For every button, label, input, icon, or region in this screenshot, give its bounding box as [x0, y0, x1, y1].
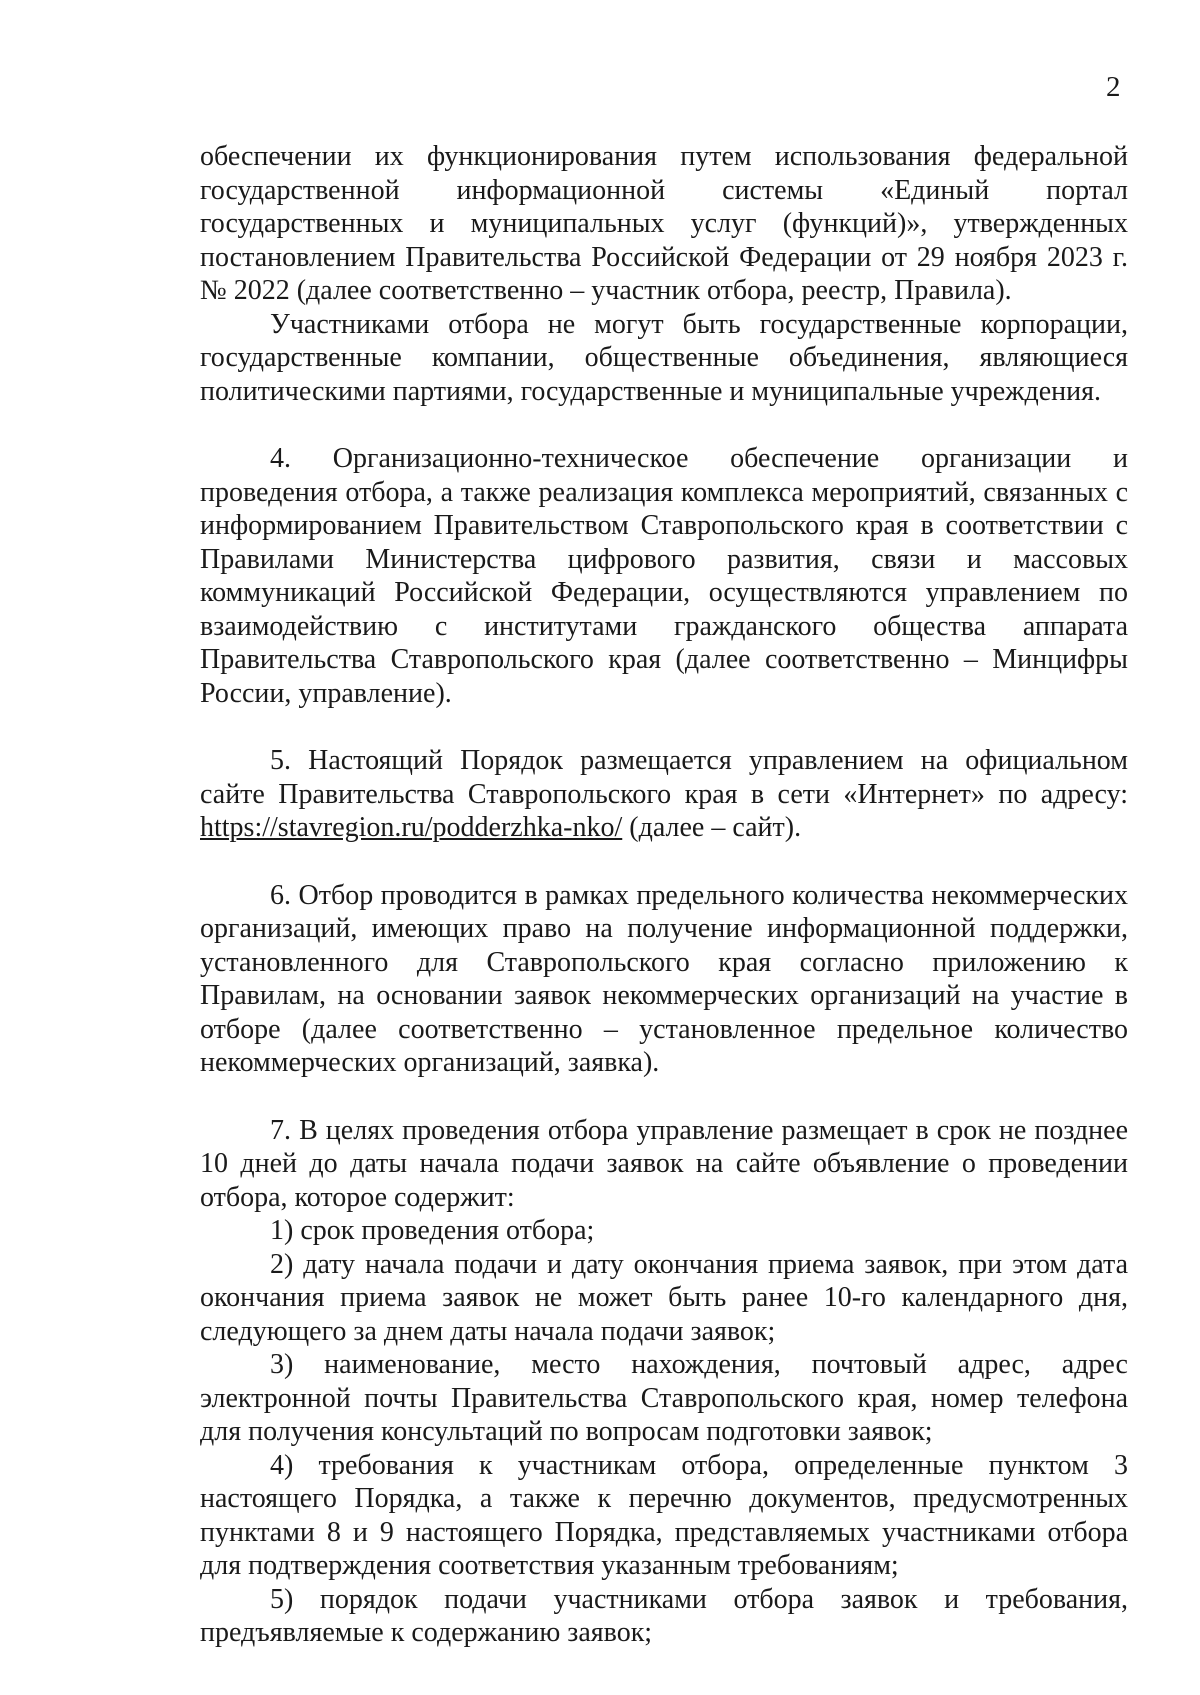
list-item: 4) требования к участникам отбора, определенные пунктом 3 настоящего Порядка, а также к перечню документов, предусмотренных пунктами 8 и 9 настоящего Порядка, представляемых участниками отбора для подтверждения соответствия указанным требованиям;: [200, 1449, 1128, 1581]
paragraph-5-text-before: 5. Настоящий Порядок размещается управлением на официальном сайте Правительства Ставропольского края в сети «Интернет» по адресу:: [200, 745, 1128, 810]
list-item: 5) порядок подачи участниками отбора заявок и требования, предъявляемые к содержанию заявок;: [200, 1583, 1128, 1648]
list-item: 1) срок проведения отбора;: [270, 1215, 595, 1246]
list-item: 2) дату начала подачи и дату окончания приема заявок, при этом дата окончания приема заявок не может быть ранее 10-го календарного дня, следующего за днем даты начала подачи заявок;: [200, 1248, 1128, 1347]
page-number: 2: [1106, 71, 1121, 103]
document-body: [200, 140, 1128, 1650]
paragraph-participants: Участниками отбора не могут быть государственные корпорации, государственные компании, общественные объединения, являющиеся политическими партиями, государственные и муниципальные учреждения.: [200, 308, 1128, 407]
paragraph-5-text-after: (далее – сайт).: [622, 812, 802, 843]
paragraph-6: 6. Отбор проводится в рамках предельного количества некоммерческих организаций, имеющих право на получение информационной поддержки, установленного для Ставропольского края согласно приложению к Правилам, на основании заявок некоммерческих организаций на участие в отборе (далее соответственно – установленное предельное количество некоммерческих организаций, заявка).: [200, 879, 1128, 1078]
list-item: 3) наименование, место нахождения, почтовый адрес, адрес электронной почты Правительства Ставропольского края, номер телефона для получения консультаций по вопросам подготовки заявок;: [200, 1349, 1128, 1447]
paragraph-7: 7. В целях проведения отбора управление размещает в срок не позднее 10 дней до даты начала подачи заявок на сайте объявление о проведении отбора, которое содержит:: [200, 1114, 1128, 1213]
paragraph-5: [200, 744, 1128, 845]
paragraph-4: 4. Организационно-техническое обеспечение организации и проведения отбора, а также реализация комплекса мероприятий, связанных с информированием Правительством Ставропольского края в соответствии с Правилами Министерства цифрового развития, связи и массовых коммуникаций Российской Федерации, осуществляются управлением по взаимодействию с институтами гражданского общества аппарата Правительства Ставропольского края (далее соответственно – Минцифры России, управление).: [200, 443, 1128, 709]
paragraph-continuation: обеспечении их функционирования путем использования федеральной государственной информационной системы «Единый портал государственных и муниципальных услуг (функций)», утвержденных постановлением Правительства Российской Федерации от 29 ноября 2023 г. № 2022 (далее соответственно – участник отбора, реестр, Правила).: [200, 141, 1128, 306]
site-link[interactable]: https://stavregion.ru/podderzhka-nko/: [200, 812, 623, 843]
